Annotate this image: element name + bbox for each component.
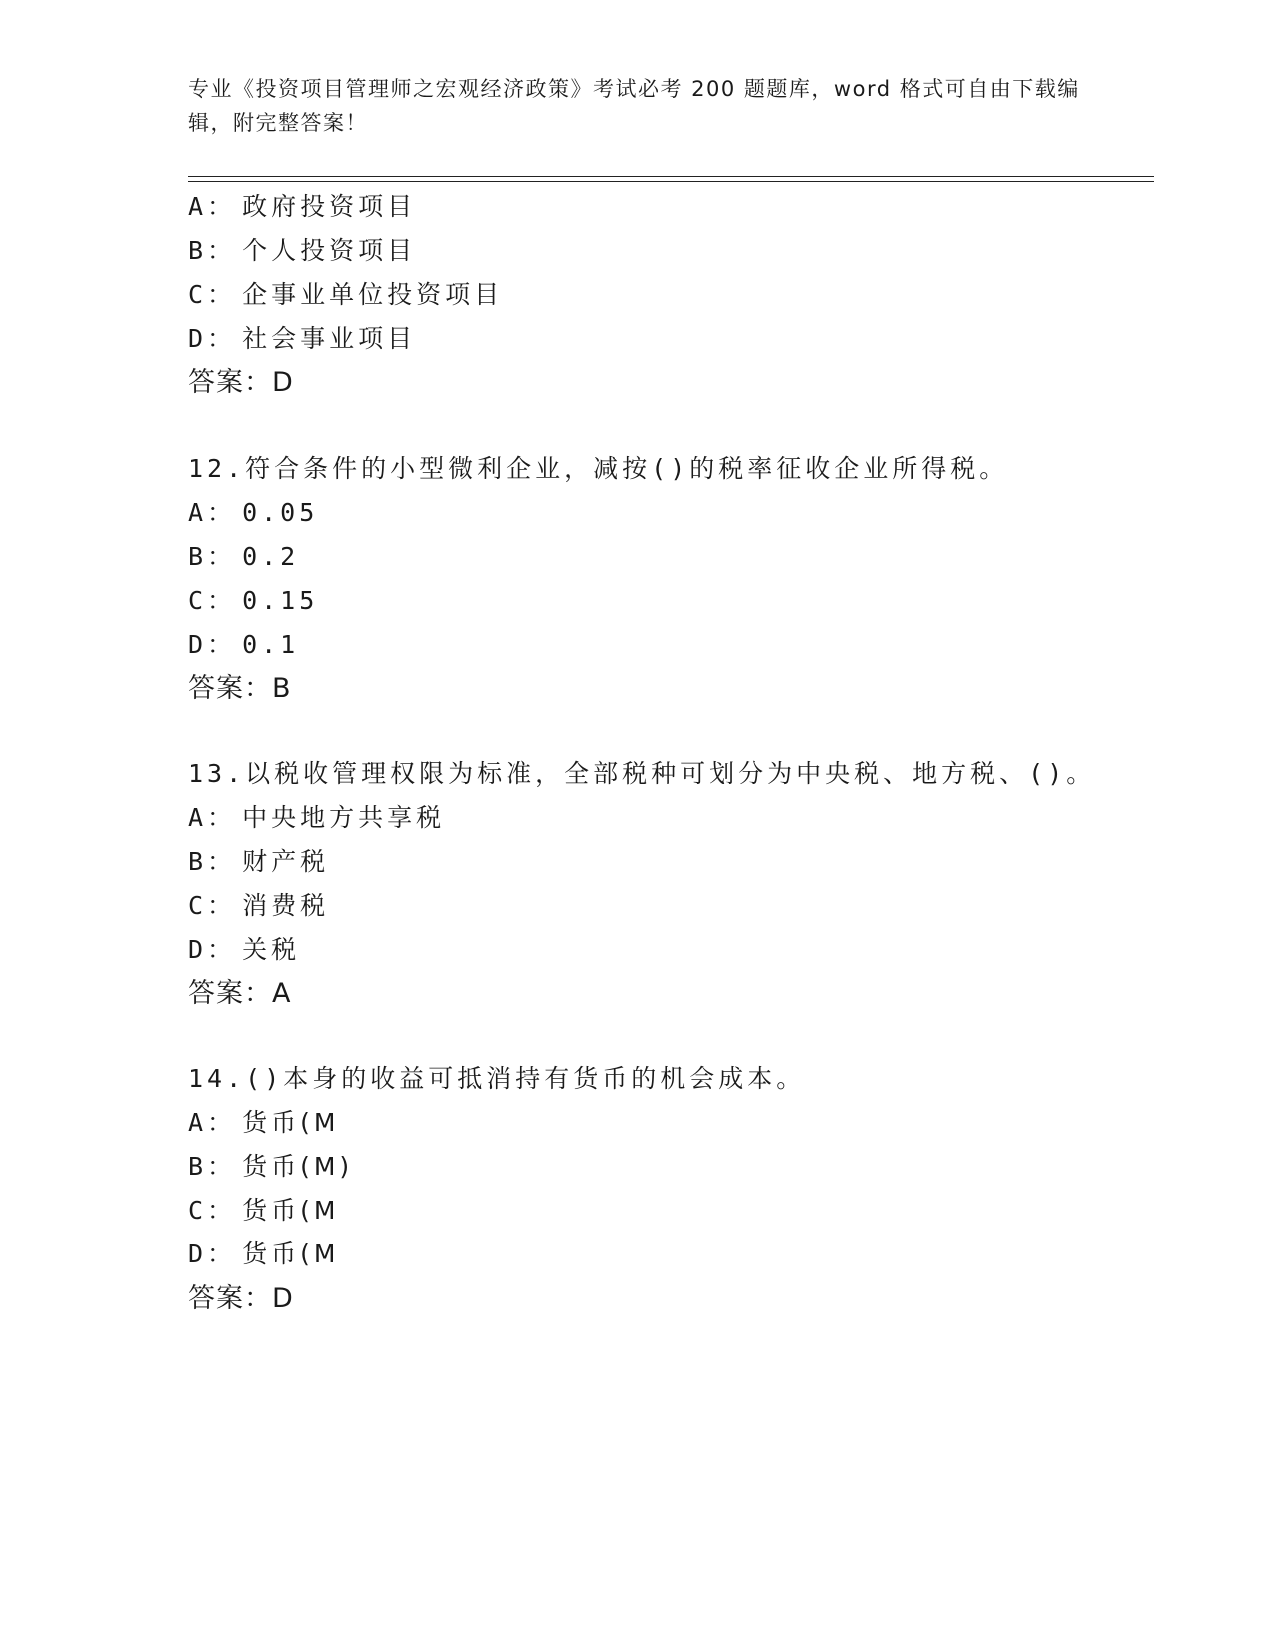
q14-stem: 14.()本身的收益可抵消持有货币的机会成本。 <box>188 1064 806 1093</box>
q11-answer: 答案：D <box>188 367 294 398</box>
q12-option-b: B： 0.2 <box>188 542 300 571</box>
q13-answer: 答案：A <box>188 978 292 1009</box>
header-divider-top <box>188 176 1154 177</box>
q12-option-a: A： 0.05 <box>188 498 319 527</box>
q11-option-a: A： 政府投资项目 <box>188 192 417 221</box>
q14-answer: 答案：D <box>188 1283 294 1314</box>
q13-option-a: A： 中央地方共享税 <box>188 803 446 832</box>
q13-option-b: B： 财产税 <box>188 847 330 876</box>
q14-option-a: A： 货币(M <box>188 1108 340 1137</box>
q12-stem: 12.符合条件的小型微利企业，减按()的税率征收企业所得税。 <box>188 454 1009 483</box>
header-divider-bottom <box>188 181 1154 182</box>
q12-answer: 答案：B <box>188 673 292 704</box>
q12-option-d: D： 0.1 <box>188 630 300 659</box>
q12-option-c: C： 0.15 <box>188 586 319 615</box>
q11-option-c: C： 企事业单位投资项目 <box>188 280 504 309</box>
q14-option-b: B： 货币(M) <box>188 1152 354 1181</box>
q13-option-d: D： 关税 <box>188 935 301 964</box>
document-title: 专业《投资项目管理师之宏观经济政策》考试必考 200 题题库，word 格式可自由下载编辑，附完整答案！ <box>188 77 1080 135</box>
q13-stem: 13.以税收管理权限为标准，全部税种可划分为中央税、地方税、()。 <box>188 759 1096 788</box>
q11-option-b: B： 个人投资项目 <box>188 236 417 265</box>
q14-option-c: C： 货币(M <box>188 1196 340 1225</box>
q13-option-c: C： 消费税 <box>188 891 330 920</box>
q11-option-d: D： 社会事业项目 <box>188 324 417 353</box>
q14-option-d: D： 货币(M <box>188 1239 340 1268</box>
